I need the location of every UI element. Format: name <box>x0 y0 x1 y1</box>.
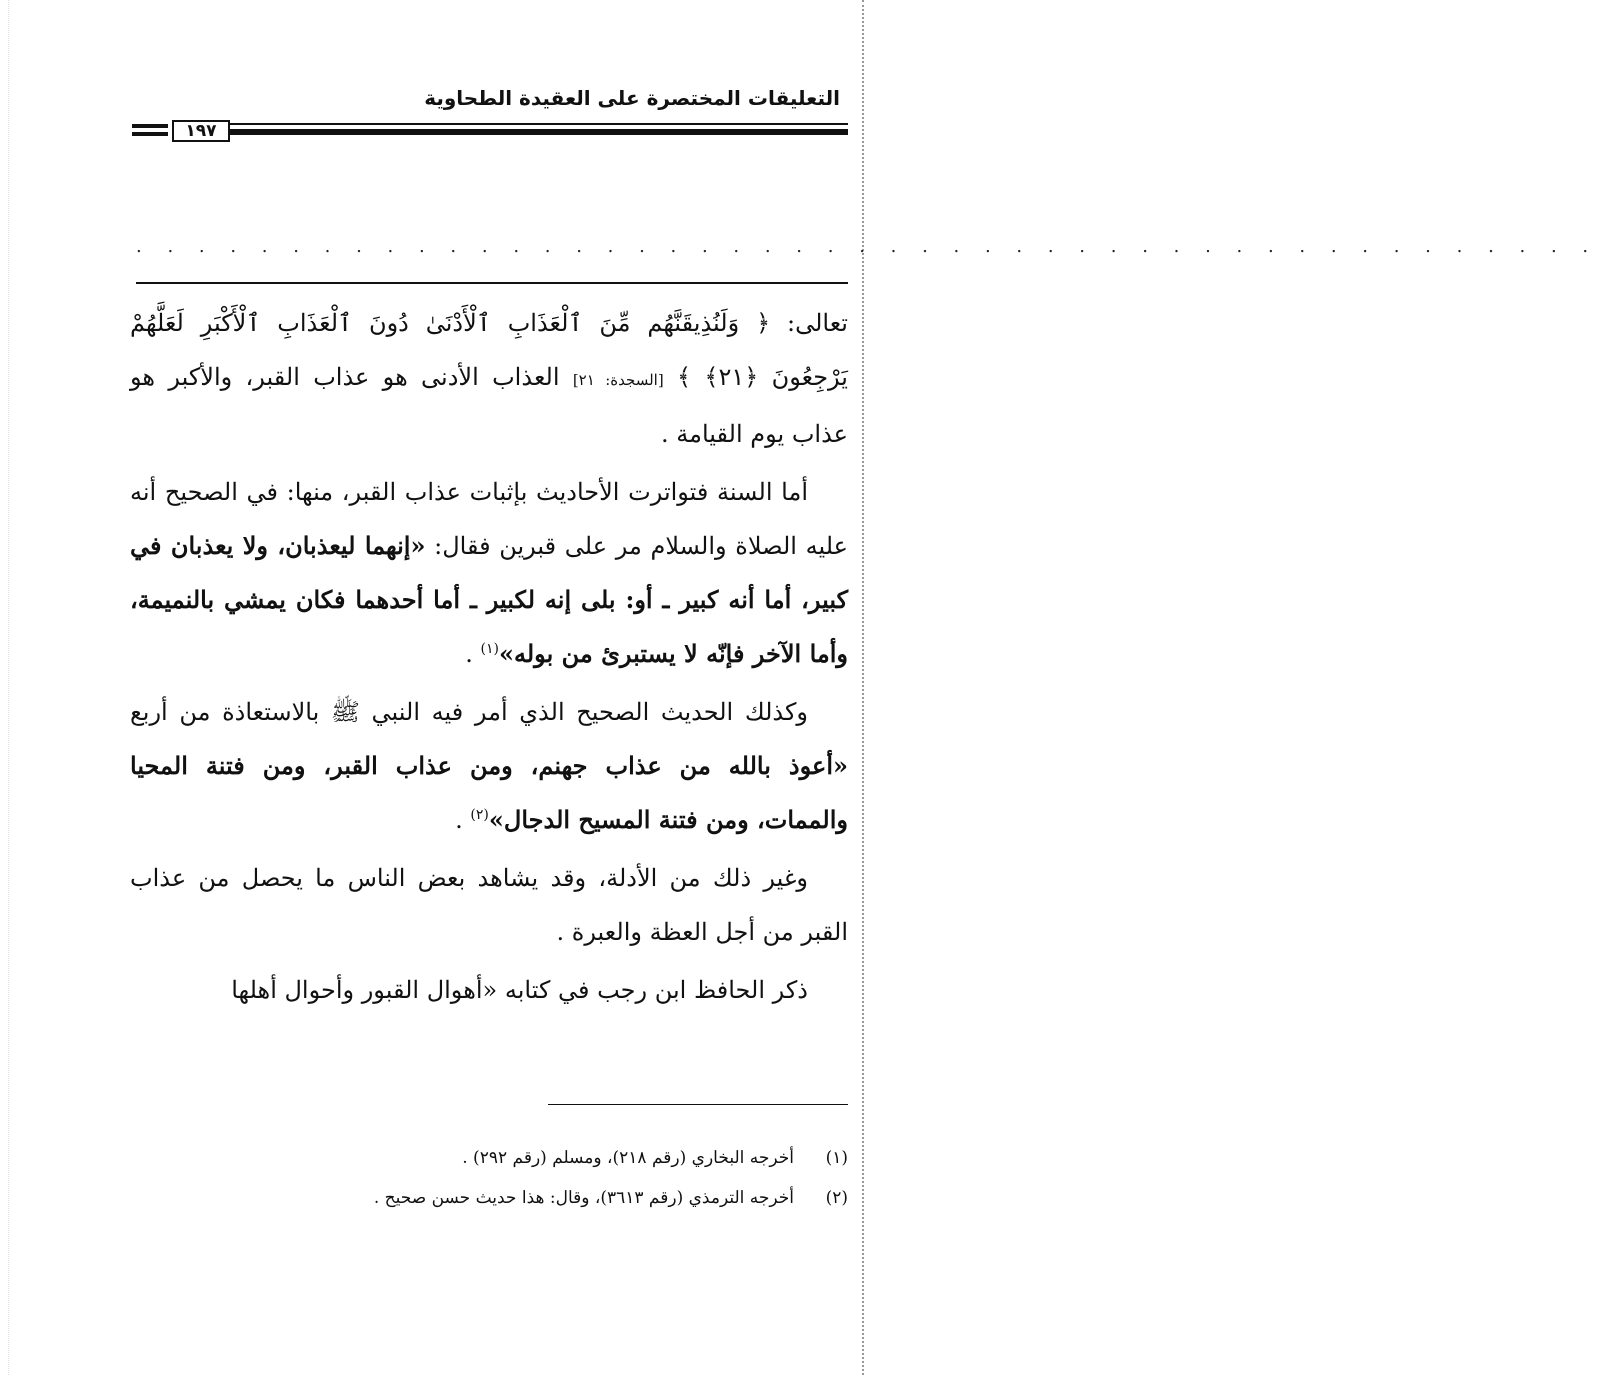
paragraph-isti-adha <box>130 685 848 847</box>
paragraph-quran <box>130 296 848 461</box>
continuation-dots: . . . . . . . . . . . . . . . . . . . . . . . . . . . . . . . . . . . . . . . . . . . . . . . <box>136 236 1598 257</box>
footnote-ref-1: (١) <box>480 641 499 657</box>
running-title: التعليقات المختصرة على العقيدة الطحاوية <box>424 86 840 110</box>
section-divider <box>136 282 848 284</box>
footnotes <box>140 1138 848 1218</box>
verse-citation: [السجدة: ٢١] <box>572 371 664 389</box>
verse-explanation: العذاب الأدنى هو عذاب القبر، والأكبر هو عذاب يوم القيامة . <box>130 363 848 448</box>
page-edge-faint-line <box>8 0 9 1375</box>
footnote-item <box>140 1138 848 1178</box>
quran-lead: تعالى: <box>787 309 848 337</box>
header-rule-left-top <box>132 124 168 128</box>
footnote-number: (٢) <box>825 1188 848 1208</box>
header-rule-left-bottom <box>132 132 168 136</box>
footnote-item <box>140 1178 848 1218</box>
paragraph-other-evidence: وغير ذلك من الأدلة، وقد يشاهد بعض الناس ما يحصل من عذاب القبر من أجل العظة والعبرة . <box>130 864 848 946</box>
header-rule-thin <box>230 123 848 125</box>
header-rule <box>132 120 848 140</box>
header-rule-thick <box>230 129 848 135</box>
sentence-end: . <box>465 640 473 668</box>
hadith-two-graves: «إنهما ليعذبان، ولا يعذبان في كبير، أما أنه كبير ـ أو: بلى إنه لكبير ـ أما أحدهما فكان يمشي بالنميمة، وأما الآخر فإنّه لا يستبرئ من بوله» <box>130 531 848 668</box>
page-edge-dotted-line <box>862 0 864 1375</box>
footnote-text: أخرجه البخاري (رقم ٢١٨)، ومسلم (رقم ٢٩٢) . <box>462 1148 794 1168</box>
footnote-ref-2: (٢) <box>470 807 489 823</box>
page-number: ١٩٧ <box>172 120 230 142</box>
quran-verse: ﴿ وَلَنُذِيقَنَّهُم مِّنَ ٱلْعَذَابِ ٱلْأَدْنَىٰ دُونَ ٱلْعَذَابِ ٱلْأَكْبَرِ لَعَلَّهُمْ يَرْجِعُونَ ﴿٢١﴾ ﴾ <box>130 309 848 391</box>
footnote-text: أخرجه الترمذي (رقم ٣٦١٣)، وقال: هذا حديث حسن صحيح . <box>373 1188 794 1208</box>
isti-adha-intro: وكذلك الحديث الصحيح الذي أمر فيه النبي ﷺ بالاستعاذة من أربع <box>130 698 808 726</box>
sunnah-intro: أما السنة فتواترت الأحاديث بإثبات عذاب القبر، منها: في الصحيح أنه عليه الصلاة والسلام مر على قبرين فقال: <box>130 478 848 560</box>
paragraph-ibn-rajab: ذكر الحافظ ابن رجب في كتابه «أهوال القبور وأحوال أهلها <box>231 976 808 1004</box>
sentence-end: . <box>455 806 463 834</box>
footnote-rule <box>548 1104 848 1105</box>
main-text <box>130 296 848 1021</box>
paragraph-sunnah <box>130 465 848 681</box>
footnote-number: (١) <box>825 1148 848 1168</box>
hadith-four-refuges: «أعوذ بالله من عذاب جهنم، ومن عذاب القبر، ومن فتنة المحيا والممات، ومن فتنة المسيح الدجال» <box>130 751 848 834</box>
